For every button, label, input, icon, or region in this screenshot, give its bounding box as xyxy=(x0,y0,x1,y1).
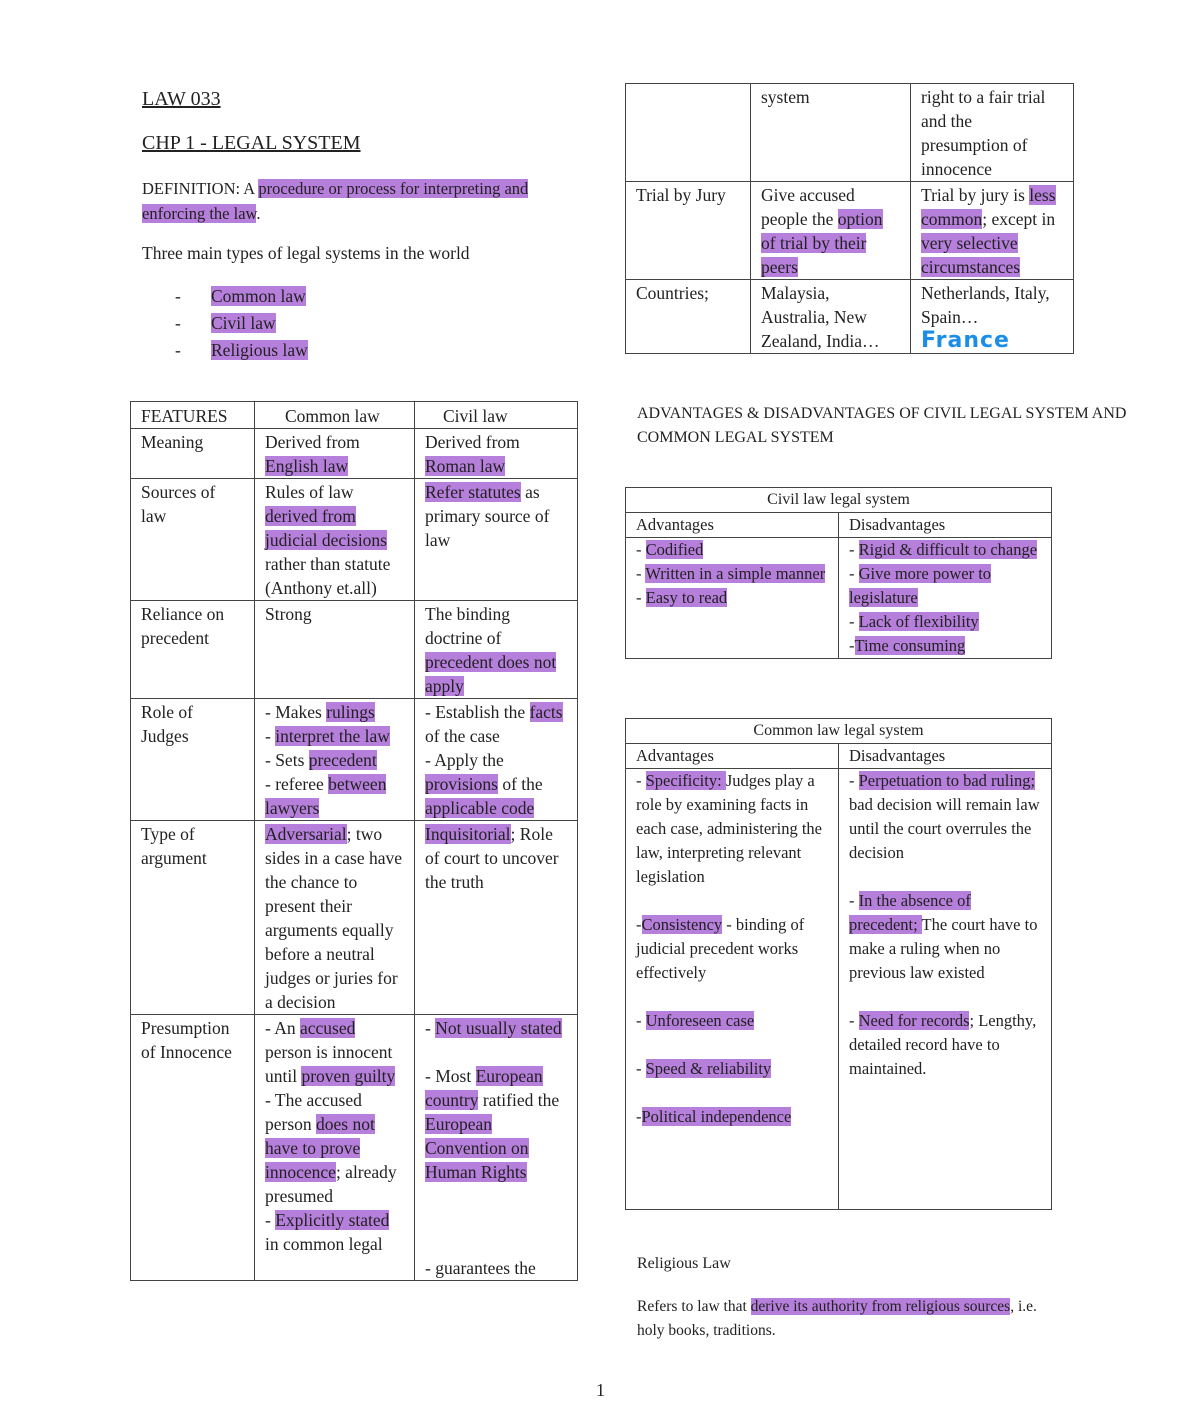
table-row xyxy=(626,280,1074,354)
civil-law-system-table xyxy=(625,487,1052,659)
row-label-jury: Trial by Jury xyxy=(626,182,751,280)
civil-system-caption: Civil law legal system xyxy=(626,488,1052,513)
document-title: LAW 033 xyxy=(142,88,221,110)
list-item: - Speed & reliability xyxy=(636,1059,772,1078)
common-system-caption: Common law legal system xyxy=(626,719,1052,744)
meaning-common: Derived from English law xyxy=(255,429,415,479)
sources-common: Rules of law derived from judicial decisions rather than statute (Anthony et.all) xyxy=(255,479,415,601)
row-label-reliance: Reliance on precedent xyxy=(131,601,255,699)
row-label-meaning: Meaning xyxy=(131,429,255,479)
reliance-civil: The binding doctrine of precedent does not apply xyxy=(415,601,578,699)
handwritten-france: France xyxy=(921,328,1010,353)
jury-common: Give accused people the option of trial by their peers xyxy=(751,182,911,280)
reliance-common: Strong xyxy=(255,601,415,699)
table-row xyxy=(626,538,1052,659)
cont-civil-fair-trial: right to a fair trial and the presumption of innocence xyxy=(911,84,1074,182)
list-item: - Unforeseen case xyxy=(636,1011,755,1030)
list-item: - Common law xyxy=(175,286,306,306)
legal-type-religious: Religious law xyxy=(211,340,308,360)
legal-type-civil: Civil law xyxy=(211,313,276,333)
definition-suffix: . xyxy=(256,204,261,223)
list-item: - Easy to read xyxy=(636,588,728,607)
advantages-heading: ADVANTAGES & DISADVANTAGES OF CIVIL LEGAL SYSTEM AND COMMON LEGAL SYSTEM xyxy=(637,405,1127,446)
table-row xyxy=(131,429,578,479)
list-item: - Perpetuation to bad ruling; bad decision will remain law until the court overrules the decision xyxy=(849,771,1040,862)
header-civil-law: Civil law xyxy=(415,402,578,429)
innocence-common: - An accused person is innocent until proven guilty - The accused person does not have to prove innocence; already presumed - Explicitly stated in common legal xyxy=(255,1015,415,1281)
table-row xyxy=(131,1015,578,1281)
table-row xyxy=(131,479,578,601)
chapter-title: CHP 1 - LEGAL SYSTEM xyxy=(142,132,361,154)
header-common-law: Common law xyxy=(255,402,415,429)
judges-civil: - Establish the facts of the case - Apply the provisions of the applicable code xyxy=(415,699,578,821)
row-label-countries: Countries; xyxy=(626,280,751,354)
page-number: 1 xyxy=(596,1380,605,1400)
list-item: - Give more power to legislature xyxy=(849,564,992,607)
legal-types-intro: Three main types of legal systems in the world xyxy=(142,243,470,263)
features-comparison-table xyxy=(130,401,578,1281)
table-header-row xyxy=(131,402,578,429)
list-item: - Written in a simple manner xyxy=(636,564,826,583)
cont-common-system: system xyxy=(751,84,911,182)
row-label-argument: Type of argument xyxy=(131,821,255,1015)
civil-disadvantages-cell xyxy=(839,538,1052,659)
table-row xyxy=(626,769,1052,1210)
civil-adv-header: Advantages xyxy=(626,513,839,538)
list-item: - Specificity: Judges play a role by examining facts in each case, administering the law, interpreting relevant legislation xyxy=(636,771,823,886)
header-features: FEATURES xyxy=(131,402,255,429)
common-law-system-table xyxy=(625,718,1052,1210)
table-header-row xyxy=(626,744,1052,769)
religious-law-definition: Refers to law that derive its authority from religious sources, i.e. holy books, traditions. xyxy=(637,1298,1037,1339)
list-item: - Religious law xyxy=(175,340,308,360)
row-label-judges: Role of Judges xyxy=(131,699,255,821)
list-item: -Consistency - binding of judicial precedent works effectively xyxy=(636,915,805,982)
table-row xyxy=(626,182,1074,280)
argument-civil: Inquisitorial; Role of court to uncover the truth xyxy=(415,821,578,1015)
civil-advantages-cell xyxy=(626,538,839,659)
meaning-civil: Derived from Roman law xyxy=(415,429,578,479)
table-header-row xyxy=(626,513,1052,538)
innocence-civil: - Not usually stated - Most European country ratified the European Convention on Human Rights - guarantees the xyxy=(415,1015,578,1281)
table-row xyxy=(131,601,578,699)
legal-type-common: Common law xyxy=(211,286,306,306)
legal-types-list xyxy=(175,283,308,364)
definition-paragraph xyxy=(142,176,582,226)
common-disadvantages-cell xyxy=(839,769,1052,1210)
common-dis-header: Disadvantages xyxy=(839,744,1052,769)
jury-civil: Trial by jury is less common; except in very selective circumstances xyxy=(911,182,1074,280)
features-continuation-table xyxy=(625,83,1074,354)
list-item: -Political independence xyxy=(636,1107,792,1126)
countries-common: Malaysia, Australia, New Zealand, India… xyxy=(751,280,911,354)
list-item: - Codified xyxy=(636,540,704,559)
row-label-innocence: Presumption of Innocence xyxy=(131,1015,255,1281)
list-item: - Need for records; Lengthy, detailed record have to maintained. xyxy=(849,1011,1037,1078)
list-item: - In the absence of precedent; The court have to make a ruling when no previous law existed xyxy=(849,891,1038,982)
judges-common: - Makes rulings - interpret the law - Sets precedent - referee between lawyers xyxy=(255,699,415,821)
definition-highlight: procedure or process for interpreting and enforcing the law xyxy=(142,179,529,223)
table-row xyxy=(131,699,578,821)
common-adv-header: Advantages xyxy=(626,744,839,769)
table-row xyxy=(626,84,1074,182)
list-item: - Rigid & difficult to change xyxy=(849,540,1038,559)
argument-common: Adversarial; two sides in a case have the chance to present their arguments equally before a neutral judges or juries for a decision xyxy=(255,821,415,1015)
table-row xyxy=(131,821,578,1015)
countries-civil: Netherlands, Italy, Spain… France xyxy=(911,280,1074,354)
row-label-sources: Sources of law xyxy=(131,479,255,601)
civil-dis-header: Disadvantages xyxy=(839,513,1052,538)
list-item: - Lack of flexibility xyxy=(849,612,979,631)
definition-prefix: DEFINITION: A xyxy=(142,179,259,198)
sources-civil: Refer statutes as primary source of law xyxy=(415,479,578,601)
cont-label-empty xyxy=(626,84,751,182)
list-item: - Civil law xyxy=(175,313,276,333)
religious-law-title: Religious Law xyxy=(637,1255,731,1272)
list-item: -Time consuming xyxy=(849,636,966,655)
common-advantages-cell xyxy=(626,769,839,1210)
